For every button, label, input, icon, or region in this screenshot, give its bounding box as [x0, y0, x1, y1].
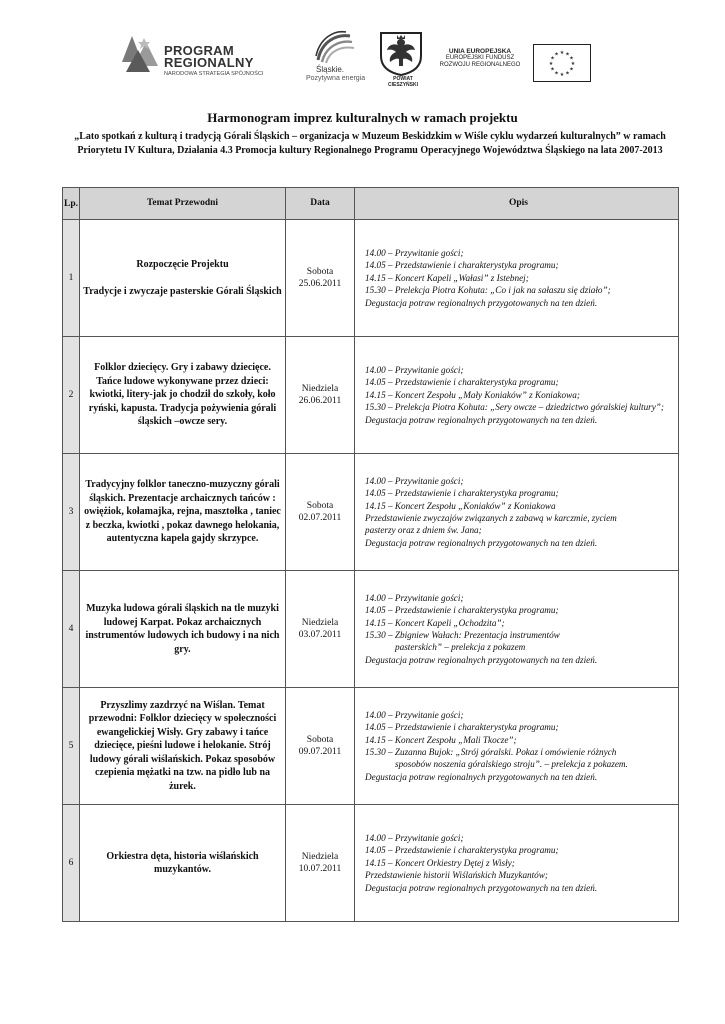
cell-date	[286, 454, 355, 571]
desc-line: 14.15 – Koncert Zespołu „Koniaków” z Koniakowa	[365, 500, 556, 511]
powiat-cieszynski-caption: POWIAT CIESZYŃSKI	[387, 76, 418, 88]
desc-line: Degustacja potraw regionalnych przygotowanych na ten dzień.	[365, 297, 598, 308]
desc-line: sposobów noszenia góralskiego stroju”. – prelekcja z pokazem.	[395, 759, 628, 770]
desc-line: Degustacja potraw regionalnych przygotowanych na ten dzień.	[365, 414, 598, 425]
cell-topic	[80, 220, 286, 337]
document-subtitle: „Lato spotkań z kulturą i tradycją Górali Śląskich – organizacja w Muzeum Beskidzkim w Wiśle cyklu wydarzeń kulturalnych” w ramach Priorytetu IV Kultura, Działania 4.3 Promocja kultury Regionalnego Programu Operacyjnego Województwa Śląskiego na lata 2007-2013	[74, 131, 666, 156]
topic-text: Tradycje i zwyczaje pasterskie Górali Śląskich	[83, 285, 282, 297]
document-title: Harmonogram imprez kulturalnych w ramach projektu	[207, 110, 518, 125]
program-regionalny-logo	[118, 32, 293, 82]
cell-date	[286, 571, 355, 688]
cell-topic: Tradycyjny folklor taneczno-muzyczny górali śląskich. Prezentacje archaicznych tańców : owiężiok, kołamajka, rejna, masztołka , taniec z beczka, kwiotki , pokaz dawnego helokania, autentyczna kapela gajdy skrzypce.	[80, 454, 286, 571]
desc-line: 14.15 – Koncert Orkiestry Dętej z Wisły;	[365, 857, 515, 868]
program-regionalny-subtitle: NARODOWA STRATEGIA SPÓJNOŚCI	[164, 71, 264, 77]
desc-line: 15.30 – Zuzanna Bujok: „Strój góralski. Pokaz i omówienie różnych	[365, 747, 617, 757]
day-label: Niedziela	[301, 383, 339, 394]
day-label: Niedziela	[301, 851, 339, 862]
svg-text:★: ★	[570, 61, 576, 67]
desc-line: Degustacja potraw regionalnych przygotowanych na ten dzień.	[365, 654, 598, 665]
svg-text:★: ★	[550, 55, 555, 62]
eu-line-3: ROZWOJU REGIONALNEGO	[439, 62, 521, 68]
cell-topic: Muzyka ludowa górali śląskich na tle muzyki ludowej Karpat. Pokaz archaicznych instrumentów ludowych ich budowy i na nich gry.	[80, 571, 286, 688]
cell-topic: Folklor dziecięcy. Gry i zabawy dziecięce. Tańce ludowe wykonywane przez dzieci: kwiotki, litery-jak jo chodził do szkoły, koło ryński, kapusta. Tradycja pożywienia górali śląskich –owcze sery.	[80, 337, 286, 454]
svg-text:★: ★	[559, 50, 565, 56]
svg-text:★: ★	[554, 70, 559, 77]
desc-line: pasterzy oraz z dniem św. Jana;	[365, 525, 482, 536]
desc-line: 15.30 – Prelekcja Piotra Kohuta: „Sery owcze – dziedzictwo góralskiej kultury”;	[365, 402, 664, 413]
schedule-table	[62, 187, 679, 922]
desc-line: pasterskich” – prelekcja z pokazem	[395, 642, 526, 653]
col-header-date: Data	[286, 188, 355, 220]
table-row	[63, 571, 679, 688]
eu-line-1: UNIA EUROPEJSKA	[448, 48, 512, 55]
cell-lp: 6	[63, 805, 80, 922]
cell-desc	[355, 805, 679, 922]
cell-date	[286, 805, 355, 922]
desc-line: 14.05 – Przedstawienie i charakterystyka programu;	[365, 377, 559, 388]
desc-line: 15.30 – Zbigniew Wałach: Prezentacja instrumentów	[365, 630, 560, 640]
desc-line: Degustacja potraw regionalnych przygotowanych na ten dzień.	[365, 537, 598, 548]
day-label: Sobota	[306, 266, 334, 277]
day-label: Niedziela	[301, 617, 339, 628]
table-row	[63, 454, 679, 571]
cell-topic: Orkiestra dęta, historia wiślańskich muzykantów.	[80, 805, 286, 922]
svg-text:★: ★	[565, 70, 570, 77]
date-label: 10.07.2011	[298, 864, 342, 874]
desc-line: 14.05 – Przedstawienie i charakterystyka programu;	[365, 488, 559, 499]
desc-line: 14.00 – Przywitanie gości;	[365, 475, 464, 486]
cell-date	[286, 337, 355, 454]
date-label: 02.07.2011	[298, 513, 342, 523]
cell-lp: 4	[63, 571, 80, 688]
desc-line: 14.15 – Koncert Kapeli „Wałasi” z Istebnej;	[365, 272, 529, 283]
cell-desc	[355, 220, 679, 337]
slaskie-tagline: Pozytywna energia	[306, 75, 366, 82]
slaskie-swirl-icon	[312, 30, 356, 64]
svg-text:★: ★	[569, 66, 574, 73]
svg-text:★: ★	[565, 51, 570, 58]
desc-line: 15.30 – Prelekcja Piotra Kohuta: „Co i jak na sałaszu się działo”;	[365, 285, 611, 296]
desc-line: 14.15 – Koncert Zespołu „Mali Tkocze”;	[365, 734, 517, 745]
svg-text:★: ★	[548, 61, 554, 67]
desc-line: 14.00 – Przywitanie gości;	[365, 832, 464, 843]
slaskie-logo	[300, 28, 370, 86]
cell-topic: Przyszlimy zazdrzyć na Wiślan. Temat przewodni: Folklor dziecięcy w społeczności ewangelickiej Wisły. Gry zabawy i tańce dziecięce, pieśni ludowe i helokanie. Strój ludowy górali wiślańskich. Pokaz sposobów czepienia mężatki na tzw. na pidło lub na żurek.	[80, 688, 286, 805]
day-label: Sobota	[306, 734, 334, 745]
desc-line: Przedstawienie historii Wiślańskich Muzykantów;	[365, 870, 548, 881]
date-label: 25.06.2011	[298, 279, 342, 289]
desc-line: 14.00 – Przywitanie gości;	[365, 247, 464, 258]
powiat-cieszynski-logo	[376, 28, 428, 90]
table-row	[63, 220, 679, 337]
cell-lp: 2	[63, 337, 80, 454]
table-header-row	[63, 188, 679, 220]
desc-line: Degustacja potraw regionalnych przygotowanych na ten dzień.	[365, 882, 598, 893]
col-header-topic: Temat Przewodni	[80, 188, 286, 220]
eu-flag-icon	[533, 44, 591, 82]
desc-line: Przedstawienie zwyczajów związanych z zabawą w karczmie, zyciem	[365, 513, 617, 523]
col-header-lp: Lp.	[63, 188, 80, 220]
desc-line: 14.00 – Przywitanie gości;	[365, 592, 464, 603]
svg-text:★: ★	[569, 55, 574, 62]
cell-lp: 5	[63, 688, 80, 805]
program-regionalny-mark-icon	[118, 32, 160, 76]
desc-line: 14.05 – Przedstawienie i charakterystyka programu;	[365, 845, 559, 856]
desc-line: 14.05 – Przedstawienie i charakterystyka programu;	[365, 260, 559, 271]
cell-desc	[355, 454, 679, 571]
coat-of-arms-icon	[378, 30, 424, 76]
date-label: 03.07.2011	[298, 630, 342, 640]
desc-line: 14.00 – Przywitanie gości;	[365, 709, 464, 720]
table-row	[63, 337, 679, 454]
topic-heading: Rozpoczęcie Projektu	[136, 259, 229, 270]
cell-desc	[355, 688, 679, 805]
logo-header	[0, 28, 725, 90]
desc-line: 14.00 – Przywitanie gości;	[365, 364, 464, 375]
desc-line: 14.15 – Koncert Zespołu „Mały Koniaków” z Koniakowa;	[365, 389, 580, 400]
svg-text:★: ★	[559, 72, 565, 78]
program-regionalny-title: PROGRAM REGIONALNY	[164, 43, 254, 70]
cell-date	[286, 220, 355, 337]
cell-date	[286, 688, 355, 805]
date-label: 09.07.2011	[298, 747, 342, 757]
desc-line: 14.05 – Przedstawienie i charakterystyka programu;	[365, 605, 559, 616]
table-row	[63, 805, 679, 922]
slaskie-name: Śląskie.	[316, 65, 345, 74]
svg-text:★: ★	[550, 66, 555, 73]
eu-line-2: EUROPEJSKI FUNDUSZ	[445, 55, 515, 61]
day-label: Sobota	[306, 500, 334, 511]
desc-line: Degustacja potraw regionalnych przygotowanych na ten dzień.	[365, 771, 598, 782]
eu-text-block	[430, 48, 530, 82]
table-row	[63, 688, 679, 805]
cell-desc	[355, 571, 679, 688]
desc-line: 14.15 – Koncert Kapeli „Ochodzita”;	[365, 617, 505, 628]
date-label: 26.06.2011	[298, 396, 342, 406]
desc-line: 14.05 – Przedstawienie i charakterystyka programu;	[365, 722, 559, 733]
svg-text:★: ★	[554, 51, 559, 58]
cell-lp: 3	[63, 454, 80, 571]
cell-lp: 1	[63, 220, 80, 337]
cell-desc	[355, 337, 679, 454]
col-header-desc: Opis	[355, 188, 679, 220]
